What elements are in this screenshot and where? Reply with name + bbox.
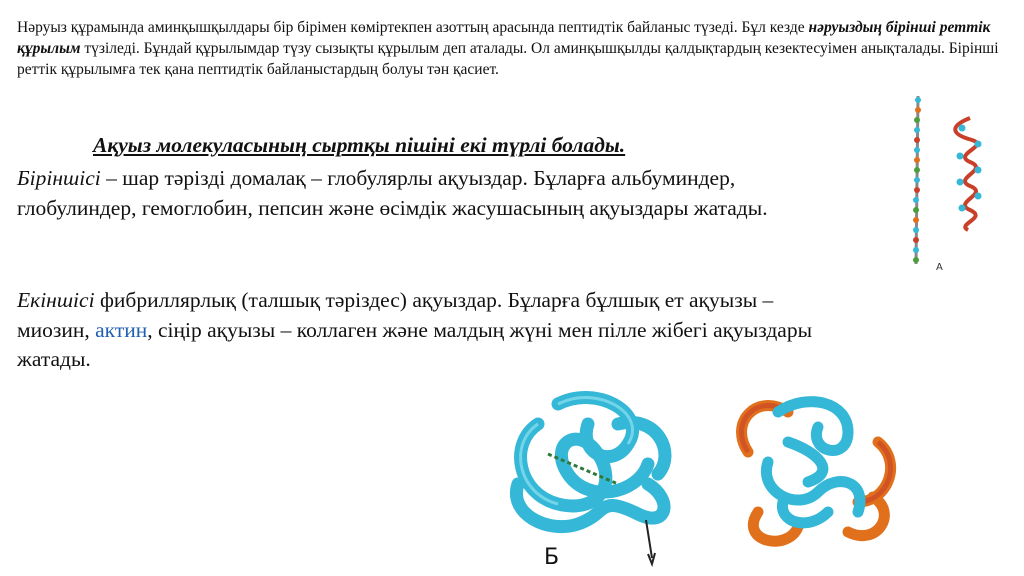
paragraph-globular: [17, 164, 817, 223]
alpha-helix-image: [955, 118, 981, 230]
intro-text-1: Нәруыз құрамында аминқышқылдары бір бірімен көміртекпен азоттың арасында пептидтік байланыс түзеді. Бұл кезде: [17, 19, 809, 36]
paragraph2-text-before: фибриллярлық (талшық тәріздес) ақуыздар. Бұларға бұлшық ет ақуызы – миозин,: [17, 288, 774, 342]
label-a: А: [936, 262, 943, 273]
paragraph-fibrillar: [17, 286, 817, 375]
peptide-chain-image: [913, 96, 921, 264]
intro-paragraph: [17, 17, 1017, 80]
paragraph1-text: – шар тәрізді домалақ – глобулярлы ақуыздар. Бұларға альбуминдер, глобулиндер, гемоглобин, пепсин және өсімдік жасушасының ақуыздары жатады.: [17, 166, 768, 220]
paragraph1-lead: Біріншісі: [17, 166, 101, 190]
intro-text-2: түзіледі. Бұндай құрылымдар түзу сызықты құрылым деп аталады. Ол аминқышқылды қалдықтардың кезектесуімен анықталады. Бірінші реттік құрылымға тек қана пептидтік байланыстардың болуы тән қасиет.: [17, 40, 999, 78]
paragraph2-lead: Екіншісі: [17, 288, 95, 312]
intro-emphasis: нәруыздың бірінші реттік құрылым: [17, 19, 991, 57]
section-heading: Ақуыз молекуласының сыртқы пішіні екі түрлі болады.: [93, 133, 626, 157]
primary-structure-figure: [900, 88, 990, 278]
paragraph2-text-after: , сіңір ақуызы – коллаген және малдың жүні мен пілле жібегі ақуыздары жатады.: [17, 317, 813, 371]
label-b: Б: [544, 545, 560, 570]
globular-protein-image-2: [728, 382, 898, 552]
actin-link[interactable]: актин: [95, 317, 148, 342]
arrow-icon: [640, 518, 664, 568]
